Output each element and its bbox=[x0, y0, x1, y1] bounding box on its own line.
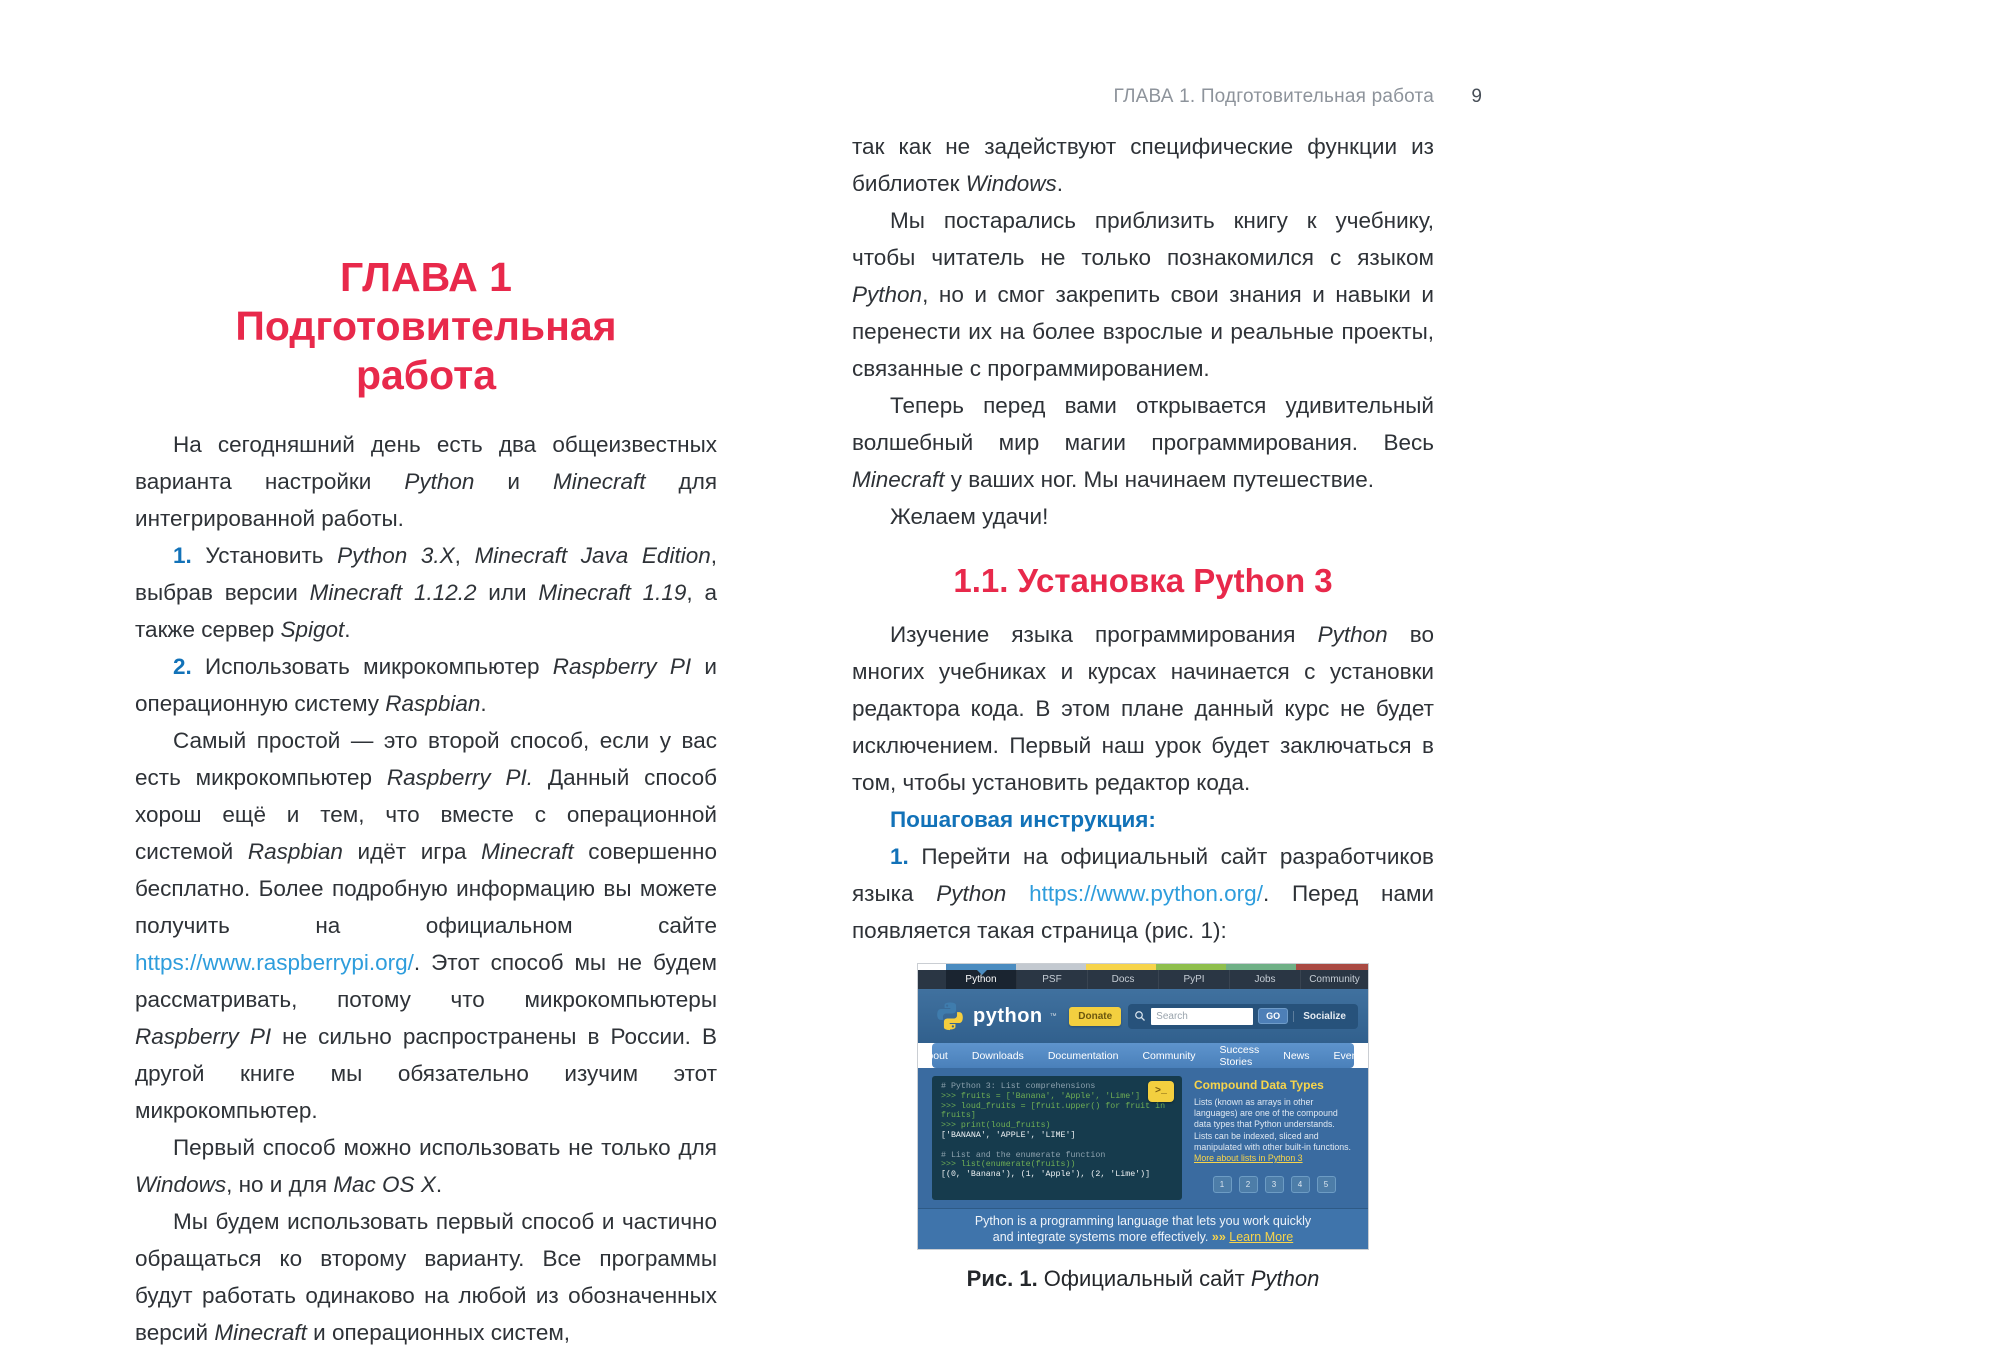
inline-link[interactable]: https://www.raspberrypi.org/ bbox=[135, 950, 414, 975]
text-segment: 1. bbox=[173, 543, 192, 568]
figure-header-tools bbox=[1069, 1004, 1358, 1029]
text-segment: Mac OS X bbox=[333, 1172, 436, 1197]
text-segment: >>> print(loud_fruits) bbox=[941, 1121, 1051, 1131]
nav-documentation: Documentation bbox=[1047, 1049, 1119, 1062]
sidebar-text bbox=[1194, 1097, 1354, 1164]
text-segment: Данный способ хорош ещё и тем, что вместе с операционной системой bbox=[135, 765, 717, 864]
tab-python: Python bbox=[946, 970, 1017, 989]
page-number: 9 bbox=[1471, 86, 1482, 107]
text-segment: # Python 3: List comprehensions bbox=[941, 1082, 1096, 1091]
text-segment: Python 3.X bbox=[337, 543, 455, 568]
console-launch-button: >_ bbox=[1148, 1081, 1174, 1102]
text-segment: Raspberry PI. bbox=[386, 765, 534, 790]
text-segment: . bbox=[344, 617, 351, 642]
text-segment: >>> fruits = ['Banana', 'Apple', 'Lime'] bbox=[941, 1091, 1141, 1101]
code-line bbox=[941, 1092, 1173, 1102]
chapter-title-line3: работа bbox=[355, 352, 497, 398]
text-segment: # List and the enumerate function bbox=[941, 1150, 1106, 1160]
text-segment: , но и для bbox=[226, 1172, 334, 1197]
left-column bbox=[135, 0, 717, 1351]
carousel-pager bbox=[1194, 1176, 1354, 1193]
text-segment: Python bbox=[1317, 622, 1388, 647]
text-segment: Raspberry PI bbox=[135, 1024, 272, 1049]
text-segment: Raspbian bbox=[247, 839, 343, 864]
tab-community: Community bbox=[1309, 974, 1360, 985]
figure-tab-strip bbox=[918, 964, 1368, 970]
nav-about: About bbox=[920, 1049, 948, 1062]
text-segment: Minecraft bbox=[214, 1320, 307, 1345]
text-segment: »» bbox=[1211, 1230, 1230, 1244]
code-line bbox=[941, 1151, 1173, 1161]
code-line bbox=[941, 1131, 1173, 1141]
paragraph bbox=[135, 1129, 717, 1203]
text-segment: . bbox=[435, 1172, 443, 1197]
strip-pypi bbox=[1156, 964, 1226, 970]
text-segment: Minecraft 1.12.2 bbox=[309, 580, 477, 605]
text-segment: , bbox=[454, 543, 475, 568]
list-item-2 bbox=[135, 648, 717, 722]
text-segment: , выбрав версии bbox=[135, 543, 717, 605]
paragraph bbox=[135, 426, 717, 537]
step-1-paragraph bbox=[852, 838, 1434, 949]
instruction-heading bbox=[852, 801, 1434, 838]
text-segment: , а также сервер bbox=[135, 580, 717, 642]
paragraph bbox=[135, 1203, 717, 1351]
pager-button-4: 4 bbox=[1291, 1176, 1310, 1193]
text-segment: совершенно бесплатно. Более подробную информацию вы можете получить на официальном сайте bbox=[135, 839, 717, 938]
text-segment: and integrate systems more effectively. bbox=[992, 1230, 1212, 1244]
inline-link[interactable]: https://www.python.org/ bbox=[1029, 881, 1263, 906]
list-item-1 bbox=[135, 537, 717, 648]
active-tab-notch bbox=[977, 970, 987, 975]
strip-community bbox=[1296, 964, 1368, 970]
text-segment: Теперь перед вами открывается удивительный волшебный мир магии программирования. Весь bbox=[852, 393, 1434, 455]
trademark-symbol: ™ bbox=[1049, 1012, 1057, 1020]
strip-jobs bbox=[1226, 964, 1296, 970]
running-head: ГЛАВА 1. Подготовительная работа bbox=[1113, 86, 1434, 107]
paragraph bbox=[852, 128, 1434, 202]
text-segment: Minecraft bbox=[852, 467, 945, 492]
text-segment: Raspbian bbox=[385, 691, 481, 716]
text-segment: Lists (known as arrays in other languages) are one of the compound data types that Python understands. Lists can be indexed, sliced and manipulated with other built-in functions. bbox=[1194, 1097, 1351, 1152]
text-segment: . bbox=[480, 691, 487, 716]
banner-line-2 bbox=[993, 1229, 1293, 1245]
text-segment: . Перед нами появляется такая страница (рис. 1): bbox=[852, 881, 1434, 943]
section-heading: 1.1. Установка Python 3 bbox=[953, 562, 1333, 599]
text-segment bbox=[1006, 881, 1029, 906]
pager-button-5: 5 bbox=[1317, 1176, 1336, 1193]
socialize-link: Socialize bbox=[1293, 1011, 1352, 1022]
search-bar bbox=[1128, 1004, 1358, 1029]
text-segment: [(0, 'Banana'), (1, 'Apple'), (2, 'Lime')] bbox=[941, 1170, 1151, 1180]
text-segment: Желаем удачи! bbox=[890, 504, 1049, 529]
text-segment: Minecraft 1.19 bbox=[538, 580, 687, 605]
text-segment: так как не задействуют специфические функции из библиотек bbox=[852, 134, 1434, 196]
text-segment: для интегрированной работы. bbox=[135, 469, 718, 531]
paragraph bbox=[852, 498, 1434, 535]
figure-site-header bbox=[918, 989, 1368, 1043]
text-segment: во многих учебниках и курсах начинается с установки редактора кода. В этом плане данный курс не будет исключением. Первый наш урок будет заключаться в том, чтобы установить редактор кода. bbox=[852, 622, 1435, 795]
nav-events: Events bbox=[1333, 1049, 1366, 1062]
nav-community: Community bbox=[1142, 1049, 1196, 1062]
code-line bbox=[941, 1141, 1173, 1151]
text-segment: >>> loud_fruits = [fruit.upper() for fruit in bbox=[941, 1101, 1166, 1111]
text-segment: Python bbox=[404, 469, 475, 494]
pager-button-3: 3 bbox=[1265, 1176, 1284, 1193]
search-input bbox=[1151, 1008, 1253, 1025]
inline-link: More about lists in Python 3 bbox=[1194, 1153, 1303, 1164]
figure-content bbox=[918, 1068, 1368, 1208]
chapter-title bbox=[135, 253, 717, 400]
code-line bbox=[941, 1160, 1173, 1170]
text-segment: , но и смог закрепить свои знания и навыки и перенести их на более взрослые и реальные проекты, связанные с программированием. bbox=[852, 282, 1434, 381]
strip-psf bbox=[1016, 964, 1086, 970]
paragraph bbox=[852, 202, 1434, 387]
code-line bbox=[941, 1082, 1173, 1092]
chapter-title-line2: Подготовительная bbox=[235, 303, 617, 349]
text-segment: Изучение языка программирования bbox=[890, 622, 1318, 647]
figure-banner bbox=[918, 1208, 1368, 1249]
text-segment: Пошаговая инструкция: bbox=[890, 807, 1156, 832]
text-segment: >>> list(enumerate(fruits)) bbox=[941, 1160, 1076, 1170]
text-segment: Мы постарались приблизить книгу к учебнику, чтобы читатель не только познакомился с языком bbox=[852, 208, 1434, 270]
text-segment: Установить bbox=[191, 543, 338, 568]
chapter-title-line1: ГЛАВА 1 bbox=[340, 254, 512, 300]
tab-psf: PSF bbox=[1017, 970, 1088, 989]
banner-line-1: Python is a programming language that lets you work quickly bbox=[974, 1214, 1312, 1228]
text-segment: Windows bbox=[965, 171, 1057, 196]
text-segment: и операционную систему bbox=[135, 654, 717, 716]
text-segment: Использовать микрокомпьютер bbox=[191, 654, 553, 679]
figure-main-nav bbox=[920, 1043, 1366, 1068]
code-line bbox=[941, 1121, 1173, 1131]
text-segment: Python bbox=[936, 881, 1007, 906]
pager-button-2: 2 bbox=[1239, 1176, 1258, 1193]
text-segment: Мы будем использовать первый способ и частично обращаться ко второму варианту. Все программы будут работать одинаково на любой из обозначенных версий bbox=[135, 1209, 717, 1345]
text-segment: Minecraft Java Edition bbox=[474, 543, 711, 568]
inline-link: Learn More bbox=[1229, 1230, 1294, 1244]
tab-jobs: Jobs bbox=[1230, 970, 1301, 989]
text-segment: не сильно распространены в России. В другой книге мы обязательно изучим этот микрокомпьютер. bbox=[135, 1024, 717, 1123]
text-segment: Windows bbox=[135, 1172, 227, 1197]
paragraph bbox=[135, 722, 717, 1129]
python-wordmark: python bbox=[973, 1004, 1043, 1027]
python-logo-icon bbox=[934, 1000, 966, 1032]
text-segment: Python bbox=[1250, 1266, 1320, 1291]
text-segment: . bbox=[1056, 171, 1064, 196]
nav-downloads: Downloads bbox=[971, 1049, 1024, 1062]
figure-sidebar bbox=[1194, 1076, 1354, 1200]
text-segment: Рис. 1. bbox=[966, 1266, 1038, 1291]
python-logo bbox=[934, 1000, 1057, 1032]
strip-docs bbox=[1086, 964, 1156, 970]
text-segment: идёт игра bbox=[342, 839, 482, 864]
code-line bbox=[941, 1102, 1173, 1112]
text-segment: . Этот способ мы не будем рассматривать, потому что микрокомпьютеры bbox=[135, 950, 717, 1012]
text-segment: Minecraft bbox=[481, 839, 574, 864]
text-segment: и bbox=[474, 469, 554, 494]
nav-news: News bbox=[1283, 1049, 1310, 1062]
text-segment: 2. bbox=[173, 654, 192, 679]
text-segment: Перейти на официальный сайт разработчиков языка bbox=[852, 844, 1434, 906]
figure-caption bbox=[852, 1266, 1434, 1292]
text-segment: Первый способ можно использовать не только для bbox=[173, 1135, 717, 1160]
strip-pad bbox=[918, 964, 946, 970]
search-icon bbox=[1134, 1010, 1146, 1022]
figure-python-website bbox=[917, 963, 1369, 1250]
sidebar-heading: Compound Data Types bbox=[1194, 1078, 1324, 1092]
tab-docs: Docs bbox=[1088, 970, 1159, 989]
paragraph bbox=[852, 616, 1434, 801]
text-segment: fruits] bbox=[941, 1111, 976, 1121]
text-segment: Python bbox=[852, 282, 923, 307]
text-segment: Spigot bbox=[280, 617, 345, 642]
text-segment: Самый простой — это второй способ, если у вас есть микрокомпьютер bbox=[135, 728, 717, 790]
text-segment: На сегодняшний день есть два общеизвестных варианта настройки bbox=[135, 432, 717, 494]
code-line bbox=[941, 1170, 1173, 1180]
go-button: GO bbox=[1258, 1008, 1288, 1024]
pager-button-1: 1 bbox=[1213, 1176, 1232, 1193]
text-segment: и операционных систем, bbox=[306, 1320, 571, 1345]
code-line bbox=[941, 1111, 1173, 1121]
right-column bbox=[852, 0, 1434, 1292]
nav-success-stories: Success Stories bbox=[1219, 1043, 1260, 1068]
text-segment: или bbox=[476, 580, 539, 605]
text-segment: Minecraft bbox=[553, 469, 646, 494]
tab-pypi: PyPI bbox=[1159, 970, 1230, 989]
donate-button: Donate bbox=[1069, 1007, 1121, 1026]
text-segment: ['BANANA', 'APPLE', 'LIME'] bbox=[941, 1130, 1076, 1140]
text-segment: Официальный сайт bbox=[1037, 1266, 1251, 1291]
code-panel bbox=[932, 1076, 1182, 1200]
text-segment: 1. bbox=[890, 844, 909, 869]
text-segment: у ваших ног. Мы начинаем путешествие. bbox=[944, 467, 1374, 492]
paragraph bbox=[852, 387, 1434, 498]
text-segment: Raspberry PI bbox=[552, 654, 692, 679]
